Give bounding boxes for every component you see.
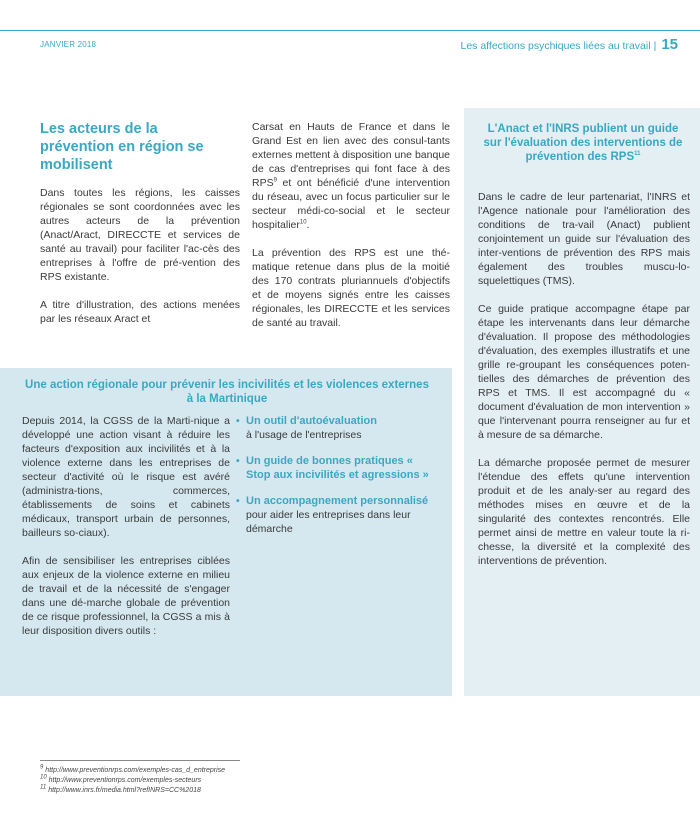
footnote-ref[interactable]: 10	[299, 219, 307, 226]
column-1	[40, 186, 240, 326]
footnote-ref[interactable]: 11	[634, 151, 641, 158]
footnote-rule	[40, 760, 240, 761]
paragraph: Ce guide pratique accompagne étape par étape les intervenants dans leur démarche d'évaluation. Il propose des méthodologies d'évaluation, des exemples illustratifs et une grille re-groupant les conséquences poten-tielles des démarches de prévention des RPS et TMS. Il est accompagné du « document d'évaluation de mon intervention » que l'intervenant pourra renseigner au fur et à mesure de sa démarche.	[478, 303, 690, 441]
page-number: 15	[661, 36, 678, 53]
paragraph: La démarche proposée permet de mesurer l'étendue des effets qu'une intervention produit et de les analy-ser au regard des méthodes mises en œuvre et de la singularité des contextes rencontrés. Elle permet ainsi de mettre en valeur toute la ri-chesse, la diversité et la complexité des interventions de prévention.	[478, 457, 690, 567]
highlight-text	[22, 414, 230, 638]
highlight-title: Une action régionale pour prévenir les incivilités et les violences externes à la Martinique	[25, 379, 429, 405]
footnote[interactable]: $^9$ http://www.preventionrps.com/exemples-cas_d_entreprise	[40, 764, 226, 774]
tool-list	[236, 414, 436, 548]
paragraph: Dans toutes les régions, les caisses régionales se sont coordonnées avec les autres acteurs de la prévention (Anact/Aract, DIRECCTE et services de santé au travail) pour faciliter l'ac-cès des entreprises à l'offre de pré-vention des RPS existante.	[40, 187, 240, 283]
running-header	[460, 36, 678, 53]
sidebar-text	[478, 190, 690, 568]
sidebar-title: L'Anact et l'INRS publient un guide sur l'évaluation des interventions de prévention des RPS$^{11}$	[483, 123, 683, 163]
running-header-title: Les affections psychiques liées au travail	[460, 40, 651, 52]
paragraph: A titre d'illustration, des actions menées par les réseaux Aract et	[40, 299, 240, 325]
bullet-icon: •	[236, 415, 240, 427]
section-title: Les acteurs de la prévention en région se mobilisent	[40, 121, 204, 173]
issue-date: JANVIER 2018	[40, 40, 97, 49]
list-item: • Un accompagnement personnalisé pour aider les entreprises dans leur démarche	[236, 495, 429, 535]
paragraph: Afin de sensibiliser les entreprises ciblées aux enjeux de la violence externe en milieu de travail et de la nécessité de s'engager dans une dé-marche globale de prévention de ce risque professionnel, la CGSS a mis à leur disposition divers outils :	[22, 555, 230, 637]
list-item: • Un guide de bonnes pratiques « Stop aux incivilités et agressions »	[236, 455, 429, 481]
paragraph: Dans le cadre de leur partenariat, l'INRS et l'Agence nationale pour l'amélioration des conditions de tra-vail (Anact) publient conjointement un guide sur l'évaluation des inter-ventions de prévention des RPS mais également des troubles muscu-lo-squelettiques (TMS).	[478, 191, 690, 287]
bullet-icon: •	[236, 455, 240, 467]
footnote[interactable]: $^{10}$ http://www.preventionrps.com/exemples-secteurs	[40, 774, 202, 784]
list-item: • Un outil d'autoévaluation à l'usage de l'entreprises	[236, 415, 377, 441]
footnote[interactable]: $^{11}$ http://www.inrs.fr/media.html?refINRS=CC%2018	[40, 784, 201, 794]
column-2	[252, 120, 450, 330]
footnote-ref[interactable]: 9	[273, 177, 277, 184]
header-separator: |	[653, 40, 657, 52]
header-rule	[0, 30, 700, 31]
paragraph: Carsat en Hauts de France et dans le Grand Est en lien avec des consul-tants externes mettent à disposition une banque de cas d'entreprises qui font face à des RPS$^9$ et ont bénéficié d'une intervention du réseau, avec un focus particulier sur le secteur médi-co-social et le secteur hospitalier$^{10}$.	[252, 121, 450, 231]
paragraph: La prévention des RPS est une thé-matique retenue dans plus de la moitié des 170 contrats pluriannuels d'objectifs et de moyens signés entre les caisses régionales, les DIRECCTE et les services de santé au travail.	[252, 247, 450, 329]
paragraph: Depuis 2014, la CGSS de la Marti-nique a développé une action visant à réduire les facteurs d'exposition aux incivilités et à la violence externe dans les entreprises de secteur d'activité où le risque est avéré (administra-tions, commerces, établissements de soins et cabinets médicaux, transport urbain de personnes, bailleurs so-ciaux).	[22, 415, 230, 539]
bullet-icon: •	[236, 495, 240, 507]
